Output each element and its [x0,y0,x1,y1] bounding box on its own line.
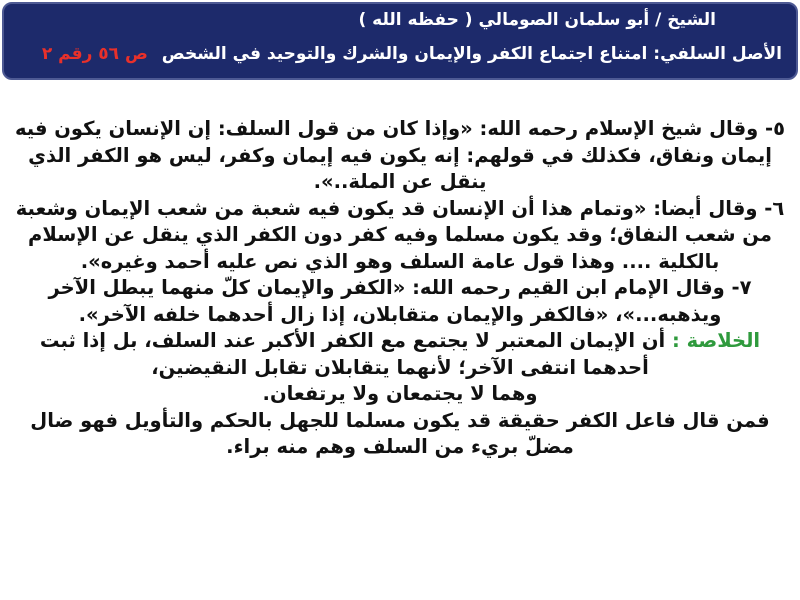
page-reference: ص ٥٦ رقم ٢ [41,44,148,64]
summary-line-3: وهما لا يجتمعان ولا يرتفعان. [262,382,538,405]
document-title: الأصل السلفي: امتناع اجتماع الكفر والإيمان والشرك والتوحيد في الشخص [161,44,782,64]
document-body [8,116,792,461]
summary-text-1: أن الإيمان المعتبر لا يجتمع مع الكفر الأكبر عند السلف، بل إذا ثبت [39,329,666,352]
header-banner [2,2,798,80]
paragraph-6: ٦- وقال أيضا: «وتمام هذا أن الإنسان قد يكون فيه شعبة من شعب الإيمان وشعبة من شعب النفاق؛ وقد يكون مسلما وفيه كفر دون الكفر الذي ينقل عن الإسلام بالكلية .... وهذا قول عامة السلف وهو الذي نص عليه أحمد وغيره». [15,196,785,273]
author-line: الشيخ / أبو سلمان الصومالي ( حفظه الله ) [358,10,716,30]
summary-line-2: أحدهما انتفى الآخر؛ لأنهما يتقابلان تقابل النقيضين، [151,355,649,379]
conclusion-paragraph: فمن قال فاعل الكفر حقيقة قد يكون مسلما للجهل بالحكم والتأويل فهو ضال مضلّ بريء من السلف وهم منه براء. [30,408,770,458]
paragraph-7: ٧- وقال الإمام ابن القيم رحمه الله: «الكفر والإيمان كلّ منهما يبطل الآخر ويذهبه...»، «فالكفر والإيمان متقابلان، إذا زال أحدهما خلفه الآخر». [48,276,752,326]
summary-label: الخلاصة : [671,329,761,352]
summary-line-1 [8,328,792,355]
paragraph-5: ٥- وقال شيخ الإسلام رحمه الله: «وإذا كان من قول السلف: إن الإنسان يكون فيه إيمان ونفاق، فكذلك في قولهم: إنه يكون فيه إيمان وكفر، ليس هو الكفر الذي ينقل عن الملة..». [14,117,786,193]
title-line [42,44,782,64]
